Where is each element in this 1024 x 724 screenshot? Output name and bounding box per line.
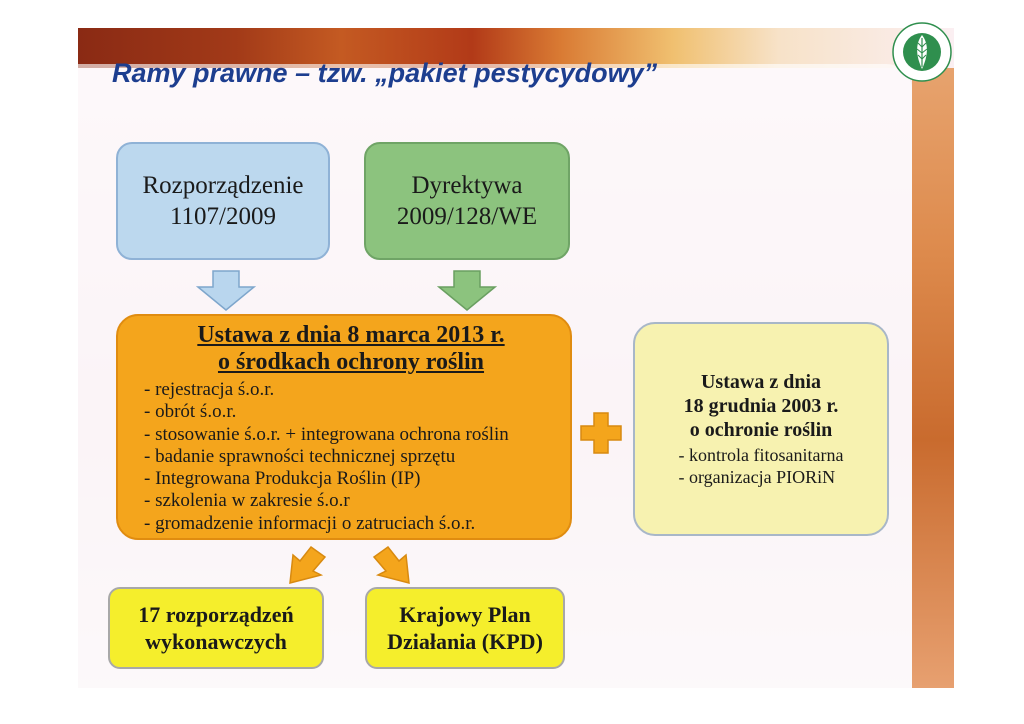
kpd-line1: Krajowy Plan (399, 602, 531, 627)
right-decorative-bar (912, 68, 954, 688)
arrow-down-right-icon (370, 545, 414, 585)
directive-line2: 2009/128/WE (396, 203, 538, 230)
act-2013-heading-subject: o środkach ochrony roślin (217, 349, 485, 375)
regulations-17-line2: wykonawczych (145, 629, 287, 654)
list-item: - badanie sprawności technicznej sprzętu (144, 445, 456, 467)
kpd-line2: Działania (KPD) (387, 629, 543, 654)
act-2003-heading-line2: 18 grudnia 2003 r. (683, 395, 839, 417)
ministry-logo-icon (890, 20, 954, 84)
list-item: - organizacja PIORiN (678, 467, 836, 487)
kpd-box (365, 587, 565, 669)
regulation-line2: 1107/2009 (169, 203, 277, 230)
page-title: Ramy prawne – tzw. „pakiet pestycydowy” (112, 58, 658, 88)
act-2003-heading-line3: o ochronie roślin (689, 419, 833, 441)
regulations-17-line1: 17 rozporządzeń (138, 602, 294, 627)
regulation-line1: Rozporządzenie (142, 172, 304, 199)
list-item: - obrót ś.o.r. (144, 401, 237, 423)
arrow-down-left-icon (285, 545, 329, 585)
directive-line1: Dyrektywa (411, 172, 523, 199)
act-2003-box (633, 322, 889, 536)
list-item: - kontrola fitosanitarna (678, 445, 844, 465)
directive-2009-box (364, 142, 570, 260)
list-item: - stosowanie ś.o.r. + integrowana ochrona roślin (144, 423, 509, 445)
arrow-down-icon (196, 270, 256, 312)
act-2013-heading-date: Ustawa z dnia 8 marca 2013 r. (197, 322, 505, 348)
list-item: - szkolenia w zakresie ś.o.r (144, 490, 350, 512)
regulation-1107-box (116, 142, 330, 260)
plus-icon (580, 412, 622, 454)
act-2003-heading-line1: Ustawa z dnia (700, 371, 821, 393)
regulations-17-box (108, 587, 324, 669)
act-2013-box (116, 314, 572, 540)
list-item: - rejestracja ś.o.r. (144, 379, 275, 400)
list-item: - Integrowana Produkcja Roślin (IP) (144, 468, 421, 490)
arrow-down-icon (437, 270, 497, 312)
list-item: - gromadzenie informacji o zatruciach ś.o.r. (144, 512, 476, 534)
